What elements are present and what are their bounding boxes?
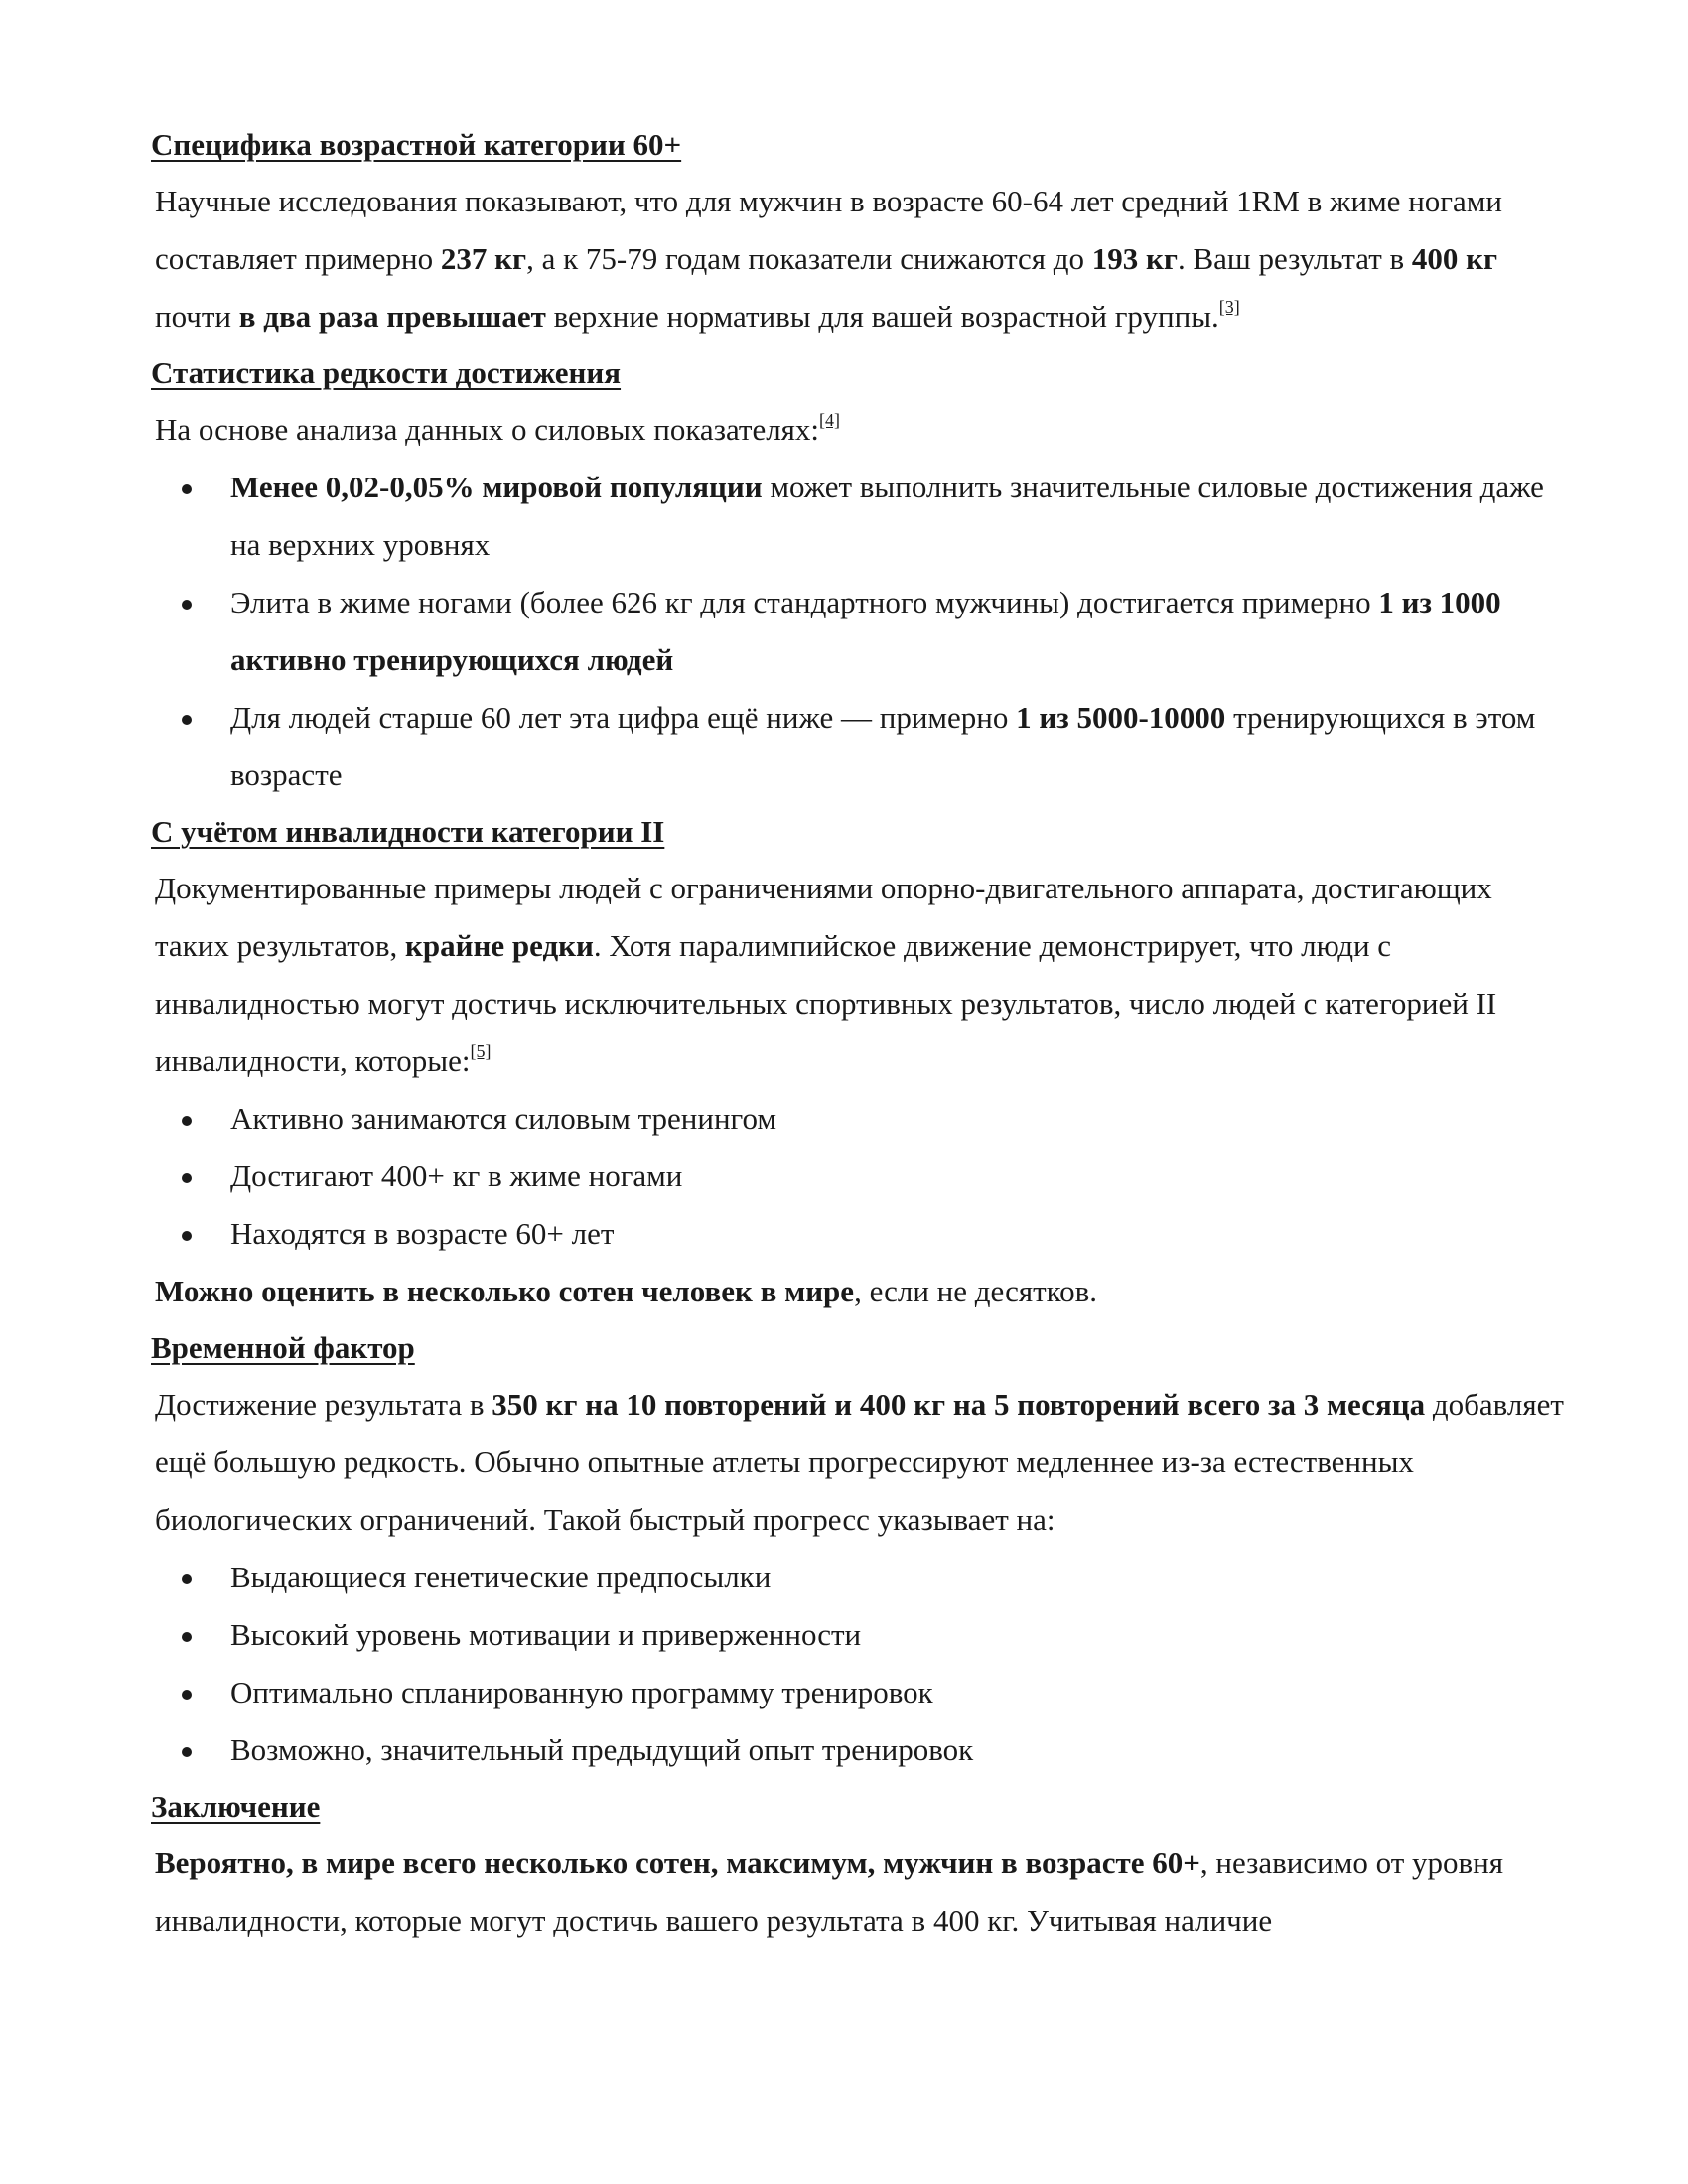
bold-run: 237 кг xyxy=(440,241,527,276)
bullet-icon xyxy=(182,1574,192,1584)
bold-run: 400 кг xyxy=(1411,241,1498,276)
text-run: Достижение результата в xyxy=(155,1387,492,1422)
text-run: Элита в жиме ногами (более 626 кг для стандартного мужчины) достигается примерно xyxy=(230,585,1379,619)
bold-run: 193 кг xyxy=(1091,241,1178,276)
list-item xyxy=(151,1205,1571,1263)
time-factor-bullet-list xyxy=(151,1549,1571,1779)
bullet-icon xyxy=(182,1632,192,1642)
text-run: Достигают 400+ кг в жиме ногами xyxy=(230,1159,683,1193)
list-item xyxy=(151,574,1571,689)
bold-run: 350 кг на 10 повторений и 400 кг на 5 повторений всего за 3 месяца xyxy=(492,1387,1426,1422)
bold-run: в два раза превышает xyxy=(238,299,546,334)
bullet-icon xyxy=(182,1747,192,1757)
bold-run: Можно оценить в несколько сотен человек в мире xyxy=(155,1274,855,1308)
bullet-icon xyxy=(182,1231,192,1241)
text-run: Находятся в возрасте 60+ лет xyxy=(230,1216,615,1251)
age-category-paragraph xyxy=(151,173,1571,345)
document-page xyxy=(151,117,1571,1950)
list-item xyxy=(151,1664,1571,1721)
text-run: . Хотя паралимпийское движение демонстрирует, что люди с инвалидностью могут достичь исключительных спортивных результатов, число людей с категорией II инвалидности, которые: xyxy=(155,928,1497,1078)
text-run: добавляет ещё большую редкость. Обычно опытные атлеты прогрессируют медленнее из-за естественных биологических ограничений. Такой быстрый прогресс указывает на: xyxy=(155,1387,1564,1537)
list-item xyxy=(151,1606,1571,1664)
list-item xyxy=(151,459,1571,574)
footnote-ref-3[interactable]: [3] xyxy=(1218,297,1240,317)
text-run: На основе анализа данных о силовых показателях: xyxy=(155,412,820,447)
bullet-icon xyxy=(182,600,192,610)
bold-run: Менее 0,02-0,05% мировой популяции xyxy=(230,470,763,504)
text-run: Документированные примеры людей с ограничениями опорно-двигательного аппарата, достигающих таких результатов, xyxy=(155,871,1492,963)
text-run: , независимо от уровня инвалидности, которые могут достичь вашего результата в 400 кг. Учитывая наличие xyxy=(155,1845,1503,1938)
rarity-bullet-list xyxy=(151,459,1571,804)
text-run: верхние нормативы для вашей возрастной группы. xyxy=(545,299,1219,334)
text-run: почти xyxy=(155,299,239,334)
text-run: , если не десятков. xyxy=(854,1274,1098,1308)
section-heading-conclusion: Заключение xyxy=(151,1789,321,1824)
text-run: Выдающиеся генетические предпосылки xyxy=(230,1560,772,1594)
text-run: . Ваш результат в xyxy=(1177,241,1412,276)
bullet-icon xyxy=(182,484,192,494)
footnote-ref-4[interactable]: [4] xyxy=(819,410,841,430)
list-item xyxy=(151,1721,1571,1779)
section-heading-age-category: Специфика возрастной категории 60+ xyxy=(151,127,682,162)
time-factor-paragraph xyxy=(151,1376,1571,1549)
bold-run: 1 из 5000-10000 xyxy=(1016,700,1226,735)
conclusion-paragraph xyxy=(151,1835,1571,1950)
bold-run: крайне редки xyxy=(405,928,594,963)
bullet-icon xyxy=(182,1690,192,1700)
text-run: тренирующихся в этом возрасте xyxy=(230,700,1536,792)
section-heading-disability: С учётом инвалидности категории II xyxy=(151,814,665,849)
list-item xyxy=(151,1148,1571,1205)
section-heading-time-factor: Временной фактор xyxy=(151,1330,415,1365)
disability-summary xyxy=(151,1263,1571,1320)
bullet-icon xyxy=(182,1173,192,1183)
text-run: Научные исследования показывают, что для мужчин в возрасте 60-64 лет средний 1RM в жиме ногами составляет примерно xyxy=(155,184,1502,276)
rarity-intro xyxy=(151,401,1571,459)
text-run: может выполнить значительные силовые достижения даже на верхних уровнях xyxy=(230,470,1544,562)
text-run: Возможно, значительный предыдущий опыт тренировок xyxy=(230,1732,974,1767)
bold-run: 1 из 1000 активно тренирующихся людей xyxy=(230,585,1501,677)
footnote-ref-5[interactable]: [5] xyxy=(470,1041,492,1061)
text-run: Для людей старше 60 лет эта цифра ещё ниже — примерно xyxy=(230,700,1017,735)
text-run: Оптимально спланированную программу тренировок xyxy=(230,1675,933,1709)
text-run: , а к 75-79 годам показатели снижаются до xyxy=(526,241,1092,276)
disability-paragraph xyxy=(151,860,1571,1090)
list-item xyxy=(151,1090,1571,1148)
disability-bullet-list xyxy=(151,1090,1571,1263)
list-item xyxy=(151,1549,1571,1606)
section-heading-rarity-stats: Статистика редкости достижения xyxy=(151,355,622,390)
text-run: Активно занимаются силовым тренингом xyxy=(230,1101,777,1136)
bullet-icon xyxy=(182,1116,192,1126)
bold-run: Вероятно, в мире всего несколько сотен, максимум, мужчин в возрасте 60+ xyxy=(155,1845,1200,1880)
bullet-icon xyxy=(182,715,192,725)
text-run: Высокий уровень мотивации и приверженности xyxy=(230,1617,862,1652)
list-item xyxy=(151,689,1571,804)
